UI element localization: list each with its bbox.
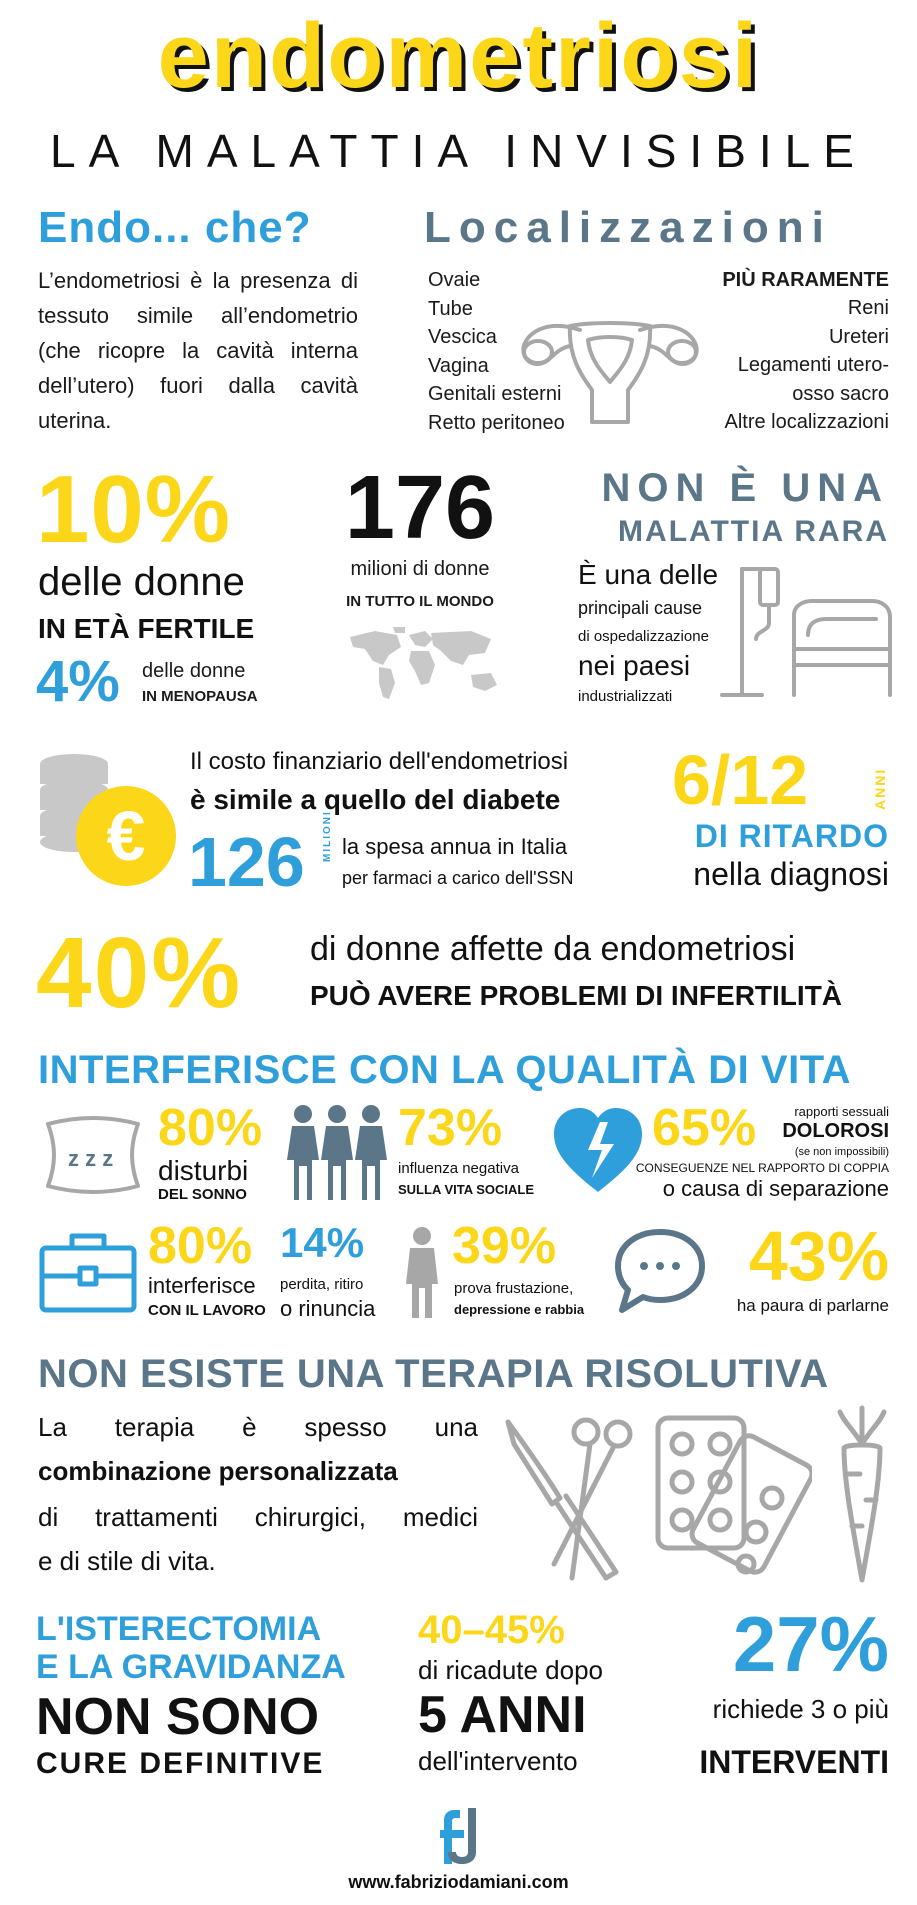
ritiro-pct: 14% xyxy=(280,1219,365,1266)
stat-4-sub: IN MENOPAUSA xyxy=(142,688,258,705)
ritardo-unit: ANNI xyxy=(872,767,888,810)
terapia-heading: NON ESISTE UNA TERAPIA RISOLUTIVA xyxy=(38,1352,829,1396)
sonno-label2: DEL SONNO xyxy=(158,1186,247,1203)
costo-text2: per farmaci a carico dell'SSN xyxy=(342,868,574,888)
ritiro-label1: perdita, ritiro xyxy=(280,1276,364,1293)
page-title: endometriosi xyxy=(157,5,760,107)
list-item: Reni xyxy=(847,297,889,319)
infert-line1: di donne affette da endometriosi xyxy=(310,930,796,968)
infert-pct: 40% xyxy=(36,917,243,1029)
pillow-sleep-icon xyxy=(38,1110,148,1200)
footer-url[interactable]: www.fabriziodamiani.com xyxy=(348,1872,569,1892)
pills-blister-icon xyxy=(652,1414,812,1584)
ritardo-num: 6/12 xyxy=(672,741,809,819)
sonno-pct: 80% xyxy=(158,1099,263,1157)
costo-126: 126 xyxy=(188,823,305,901)
interventi-pct: 27% xyxy=(732,1600,889,1688)
ricadute-pct: 40–45% xyxy=(418,1608,565,1652)
rapporti-pct: 65% xyxy=(652,1099,757,1157)
rara-line2: MALATTIA RARA xyxy=(618,515,889,548)
localizzazioni-rare-heading: PIÙ RARAMENTE xyxy=(722,269,889,291)
interventi-label2: INTERVENTI xyxy=(699,1744,889,1780)
surgical-tools-icon xyxy=(500,1414,640,1584)
ricadute-label3: dell'intervento xyxy=(418,1746,578,1776)
rapporti-label2: DOLOROSI xyxy=(782,1120,889,1142)
world-map-icon xyxy=(345,625,505,705)
cure-line4: CURE DEFINITIVE xyxy=(36,1747,325,1780)
lavoro-label2: CON IL LAVORO xyxy=(148,1302,266,1319)
rara-text1: È una delle xyxy=(578,559,719,590)
sociale-label1: influenza negativa xyxy=(398,1160,519,1177)
carrot-icon xyxy=(834,1404,890,1584)
lavoro-pct: 80% xyxy=(148,1217,253,1275)
list-item: Retto peritoneo xyxy=(428,411,565,434)
frust-pct: 39% xyxy=(452,1217,557,1275)
three-women-icon xyxy=(286,1104,388,1200)
broken-heart-icon xyxy=(550,1106,646,1196)
endo-body: L’endometriosi è la presenza di tessuto simile all’endometrio (che ricopre la cavità interna dell’utero) fuori dalla cavità uterina. xyxy=(38,268,358,433)
hospital-bed-icon xyxy=(712,565,897,705)
list-item: Ovaie xyxy=(428,269,481,291)
sociale-label2: SULLA VITA SOCIALE xyxy=(398,1182,535,1197)
briefcase-icon xyxy=(38,1230,138,1314)
frust-label1: prova frustazione, xyxy=(454,1280,574,1297)
ritardo-line1: DI RITARDO xyxy=(694,818,889,854)
rara-line1: NON È UNA xyxy=(601,466,889,510)
stat-4-label: delle donne xyxy=(142,660,246,682)
sad-woman-icon xyxy=(404,1226,440,1318)
costo-line1: Il costo finanziario dell'endometriosi xyxy=(190,748,569,775)
list-item: Vescica xyxy=(428,326,497,348)
costo-line2: è simile a quello del diabete xyxy=(190,784,561,815)
stat-10-sub: IN ETÀ FERTILE xyxy=(38,613,255,644)
parlare-pct: 43% xyxy=(748,1217,889,1295)
cure-line2: E LA GRAVIDANZA xyxy=(36,1648,346,1686)
terapia-text1: La terapia è spesso una xyxy=(38,1412,478,1442)
ritardo-line2: nella diagnosi xyxy=(693,856,889,892)
list-item: Genitali esterni xyxy=(428,383,562,405)
rapporti-label1: rapporti sessuali xyxy=(794,1104,889,1119)
terapia-text4: e di stile di vita. xyxy=(38,1546,216,1576)
rapporti-label3: (se non impossibili) xyxy=(794,1146,889,1158)
stat-10-label: delle donne xyxy=(38,560,245,604)
rapporti-label5: o causa di separazione xyxy=(662,1176,889,1201)
stat-10-pct: 10% xyxy=(36,456,232,563)
sociale-pct: 73% xyxy=(398,1099,503,1157)
list-item: Vagina xyxy=(428,354,489,377)
uterus-icon xyxy=(510,290,710,430)
svg-text:z z z: z z z xyxy=(68,1146,114,1171)
ricadute-label1: di ricadute dopo xyxy=(418,1655,604,1685)
page-subtitle: LA MALATTIA INVISIBILE xyxy=(50,125,867,177)
ritiro-label2: o rinuncia xyxy=(280,1296,376,1321)
lavoro-label1: interferisce xyxy=(148,1273,256,1298)
infert-line2: PUÒ AVERE PROBLEMI DI INFERTILITÀ xyxy=(310,980,843,1011)
terapia-text3: di trattamenti chirurgici, medici xyxy=(38,1502,478,1532)
stat-176-sub: IN TUTTO IL MONDO xyxy=(346,593,494,610)
sonno-label1: disturbi xyxy=(158,1155,249,1186)
interventi-label1: richiede 3 o più xyxy=(712,1694,889,1724)
list-item: Altre localizzazioni xyxy=(724,411,889,433)
localizzazioni-rare-list xyxy=(724,294,889,437)
costo-text1: la spesa annua in Italia xyxy=(342,834,568,859)
cure-line1: L'ISTERECTOMIA xyxy=(36,1610,322,1648)
list-item: Ureteri xyxy=(828,325,889,348)
rapporti-label4: CONSEGUENZE NEL RAPPORTO DI COPPIA xyxy=(635,1161,889,1175)
rara-text3: di ospedalizzazione xyxy=(578,628,709,645)
frust-label2: depressione e rabbia xyxy=(454,1302,585,1317)
rara-text5: industrializzati xyxy=(578,688,673,705)
stat-176-num: 176 xyxy=(344,458,496,558)
svg-text:€: € xyxy=(106,797,146,875)
rara-text4: nei paesi xyxy=(578,650,691,681)
stat-176-label: milioni di donne xyxy=(350,558,490,580)
cure-line3: NON SONO xyxy=(36,1688,320,1746)
terapia-text2: combinazione personalizzata xyxy=(38,1456,398,1486)
rara-text2: principali cause xyxy=(578,598,703,618)
list-item: Tube xyxy=(428,297,473,320)
ricadute-label2: 5 ANNI xyxy=(418,1686,587,1744)
stat-4-pct: 4% xyxy=(36,649,120,714)
localizzazioni-heading: Localizzazioni xyxy=(424,203,832,252)
parlare-label1: ha paura di parlarne xyxy=(736,1296,889,1315)
brand-logo xyxy=(438,1806,482,1866)
speech-bubble-icon xyxy=(612,1226,708,1316)
list-item: Legamenti utero- xyxy=(737,354,889,376)
qualita-heading: INTERFERISCE CON LA QUALITÀ DI VITA xyxy=(38,1048,852,1092)
coins-euro-icon xyxy=(38,750,178,890)
list-item: osso sacro xyxy=(792,382,889,405)
costo-unit: MILIONI xyxy=(322,810,333,862)
endo-heading: Endo... che? xyxy=(38,203,312,252)
brand-logo-text: fd xyxy=(438,1806,439,1807)
